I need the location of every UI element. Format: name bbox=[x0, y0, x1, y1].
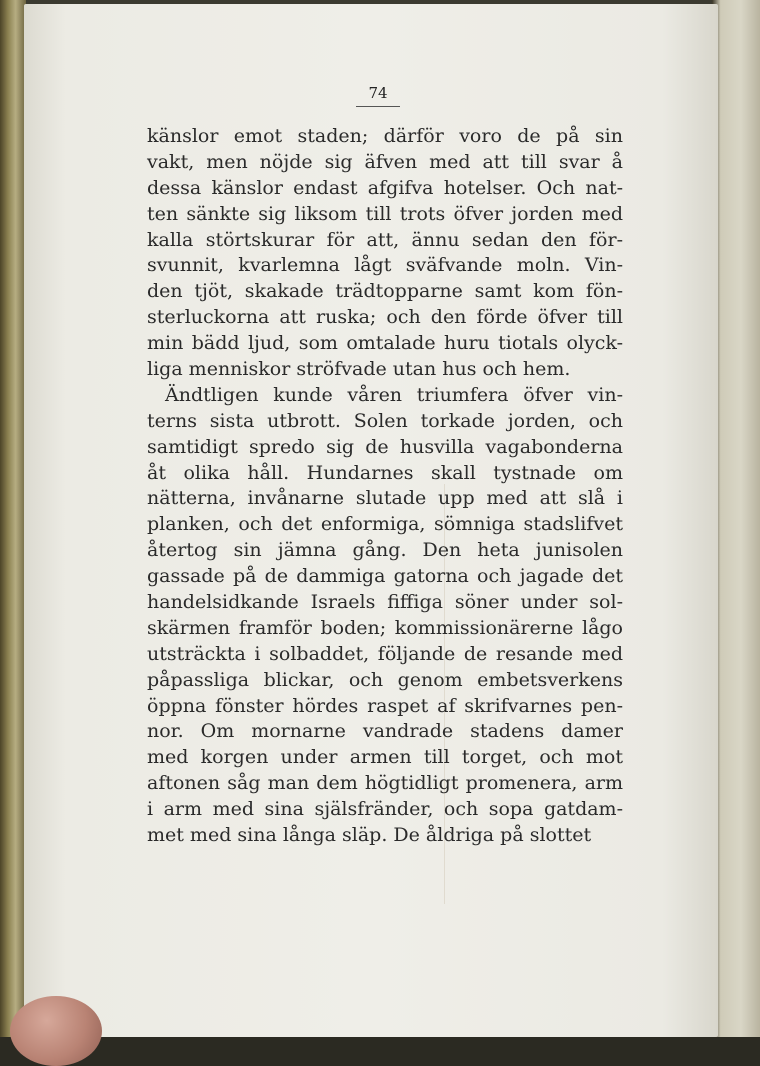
text-line: påpassliga blickar, och genom embetsverkens bbox=[147, 668, 623, 691]
text-line: öppna fönster hördes raspet af skrifvarnes pen- bbox=[147, 694, 623, 717]
text-line: med korgen under armen till torget, och mot bbox=[147, 746, 623, 769]
holding-finger bbox=[10, 996, 102, 1066]
text-line: Ändtligen kunde våren triumfera öfver vin- bbox=[165, 383, 623, 406]
text-line: gassade på de dammiga gatorna och jagade det bbox=[147, 565, 623, 588]
text-line: liga menniskor ströfvade utan hus och hem. bbox=[147, 358, 571, 381]
book-page-edges bbox=[712, 0, 760, 1037]
text-line: aftonen såg man dem högtidligt promenera, arm bbox=[147, 772, 623, 795]
page-number: 74 bbox=[368, 84, 388, 102]
text-line: känslor emot staden; därför voro de på sin bbox=[147, 125, 623, 147]
text-line: i arm med sina själsfränder, och sopa gatdam- bbox=[147, 798, 623, 821]
text-line: samtidigt spredo sig de husvilla vagabonderna bbox=[147, 435, 623, 458]
text-line: dessa känslor endast afgifva hotelser. Och nat- bbox=[147, 176, 623, 199]
text-line: åt olika håll. Hundarnes skall tystnade om bbox=[147, 461, 623, 484]
book-binding bbox=[0, 0, 26, 1037]
text-line: handelsidkande Israels fiffiga söner under sol- bbox=[147, 591, 623, 614]
body-text bbox=[147, 124, 623, 849]
page-number-rule bbox=[356, 106, 400, 107]
text-line: vakt, men nöjde sig äfven med att till svar å bbox=[147, 150, 623, 173]
text-line: skärmen framför boden; kommissionärerne lågo bbox=[147, 616, 623, 639]
text-line: kalla störtskurar för att, ännu sedan den för- bbox=[147, 228, 623, 251]
text-line: utsträckta i solbaddet, följande de resande med bbox=[147, 642, 623, 665]
text-line: nor. Om mornarne vandrade stadens damer bbox=[147, 720, 623, 743]
text-line: min bädd ljud, som omtalade huru tiotals olyck- bbox=[147, 332, 623, 355]
text-line: återtog sin jämna gång. Den heta junisolen bbox=[147, 539, 623, 562]
text-line: sterluckorna att ruska; och den förde öfver till bbox=[147, 306, 623, 329]
text-line: met med sina långa släp. De åldriga på slottet bbox=[147, 824, 592, 847]
text-line: planken, och det enformiga, sömniga stadslifvet bbox=[147, 513, 623, 536]
text-line: ten sänkte sig liksom till trots öfver jorden med bbox=[147, 202, 623, 225]
text-line: terns sista utbrott. Solen torkade jorden, och bbox=[147, 409, 623, 432]
text-line: den tjöt, skakade trädtopparne samt kom fön- bbox=[147, 280, 623, 303]
text-line: nätterna, invånarne slutade upp med att slå i bbox=[147, 487, 623, 510]
text-line: svunnit, kvarlemna lågt sväfvande moln. Vin- bbox=[147, 254, 623, 277]
